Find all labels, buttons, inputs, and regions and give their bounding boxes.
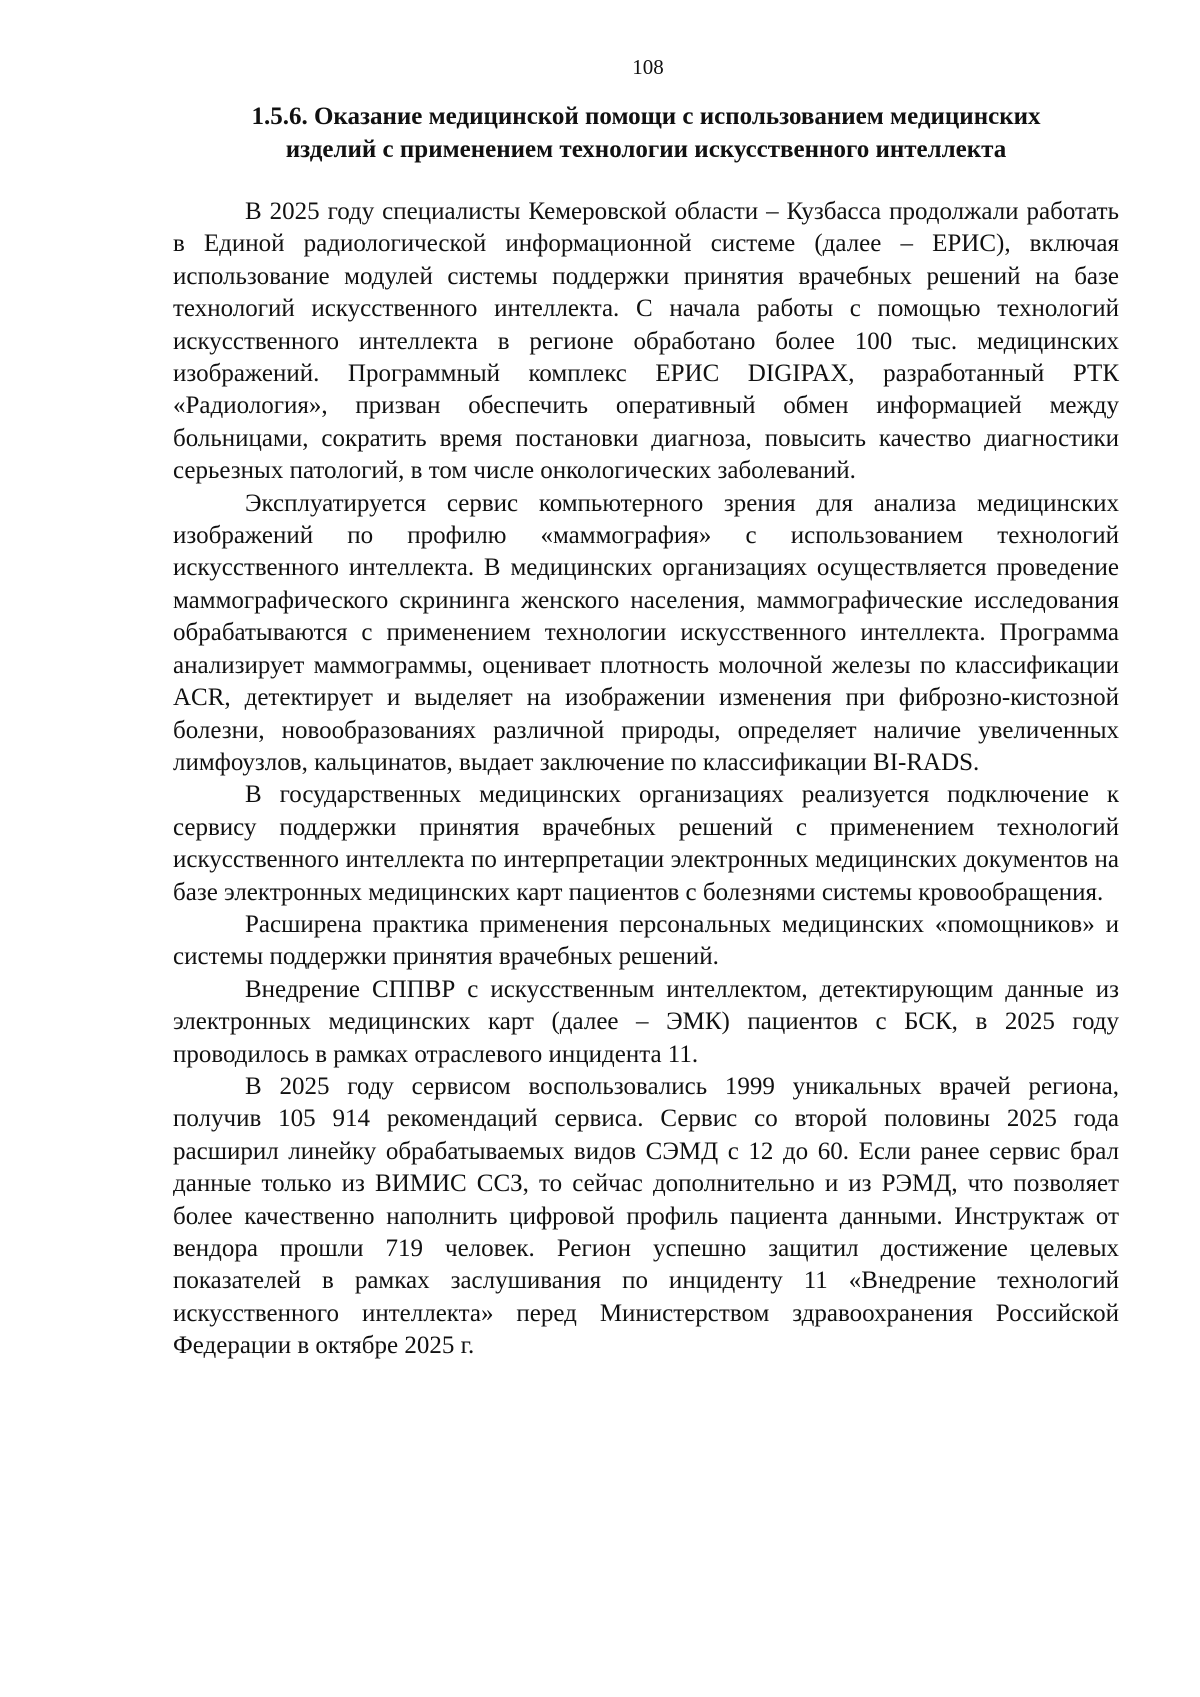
paragraph-cdss-implementation: Внедрение СППВР с искусственным интеллектом, детектирующим данные из электронных медицинских карт (далее – ЭМК) пациентов с БСК, в 2025 году проводилось в рамках отраслевого инцидента 11.: [173, 975, 1119, 1068]
section-title: [173, 100, 1119, 166]
paragraph-mammography: Эксплуатируется сервис компьютерного зрения для анализа медицинских изображений по профилю «маммография» с использованием технологий искусственного интеллекта. В медицинских организациях осуществляется проведение маммографического скрининга женского населения, маммографические исследования обрабатываются с применением технологии искусственного интеллекта. Программа анализирует маммограммы, оценивает плотность молочной железы по классификации ACR, детектирует и выделяет на изображении изменения при фиброзно-кистозной болезни, новообразованиях различной природы, определяет наличие увеличенных лимфоузлов, кальцинатов, выдает заключение по классификации BI-RADS.: [173, 489, 1119, 776]
section-title-line-1: 1.5.6. Оказание медицинской помощи с использованием медицинских: [251, 103, 1041, 130]
body-text: [173, 196, 1119, 1363]
paragraph-personal-assistants: Расширена практика применения персональных медицинских «помощников» и системы поддержки принятия врачебных решений.: [173, 910, 1119, 971]
section-title-line-2: изделий с применением технологии искусственного интеллекта: [285, 136, 1007, 163]
paragraph-state-organizations: В государственных медицинских организациях реализуется подключение к сервису поддержки принятия врачебных решений с применением технологий искусственного интеллекта по интерпретации электронных медицинских документов на базе электронных медицинских карт пациентов с болезнями системы кровообращения.: [173, 781, 1119, 906]
paragraph-service-usage: В 2025 году сервисом воспользовались 1999 уникальных врачей региона, получив 105 914 рекомендаций сервиса. Сервис со второй половины 2025 года расширил линейку обрабатываемых видов СЭМД с 12 до 60. Если ранее сервис брал данные только из ВИМИС ССЗ, то сейчас дополнительно и из РЭМД, что позволяет более качественно наполнить цифровой профиль пациента данными. Инструктаж от вендора прошли 719 человек. Регион успешно защитил достижение целевых показателей в рамках заслушивания по инциденту 11 «Внедрение технологий искусственного интеллекта» перед Министерством здравоохранения Российской Федерации в октябре 2025 г.: [173, 1072, 1119, 1360]
paragraph-eris: В 2025 году специалисты Кемеровской области – Кузбасса продолжали работать в Единой радиологической информационной системе (далее – ЕРИС), включая использование модулей системы поддержки принятия врачебных решений на базе технологий искусственного интеллекта. С начала работы с помощью технологий искусственного интеллекта в регионе обработано более 100 тыс. медицинских изображений. Программный комплекс ЕРИС DIGIPAX, разработанный РТК «Радиология», призван обеспечить оперативный обмен информацией между больницами, сократить время постановки диагноза, повысить качество диагностики серьезных патологий, в том числе онкологических заболеваний.: [173, 198, 1119, 485]
document-page: [173, 54, 1119, 1363]
page-number: 108: [632, 55, 664, 79]
